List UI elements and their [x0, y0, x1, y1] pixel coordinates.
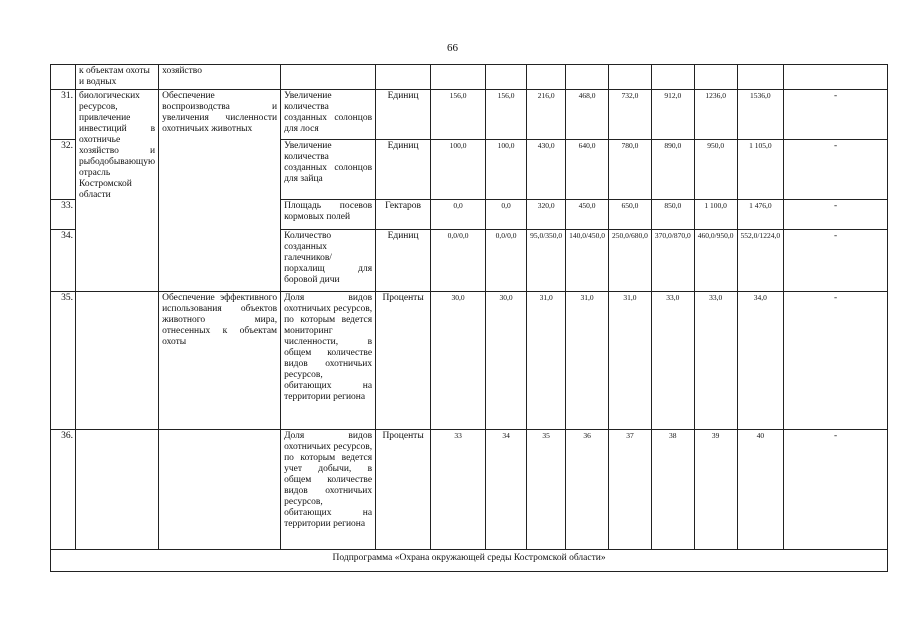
value-cell: 1 100,0: [694, 200, 737, 230]
value-cell: 33,0: [694, 292, 737, 430]
value-cell: 1 105,0: [737, 140, 784, 200]
row-number: 35.: [51, 292, 76, 430]
row-number: 33.: [51, 200, 76, 230]
value-cell: 216,0: [527, 90, 566, 140]
unit-cell: Единиц: [376, 140, 431, 200]
value-cell: 35: [527, 430, 566, 550]
value-cell: 156,0: [486, 90, 527, 140]
row-number: 36.: [51, 430, 76, 550]
indicator-cell: Увеличение количества созданных солонцов для лося: [281, 90, 376, 140]
value-cell: 850,0: [651, 200, 694, 230]
value-cell: 95,0/350,0: [527, 230, 566, 292]
value-cell: 1236,0: [694, 90, 737, 140]
value-cell: 31,0: [527, 292, 566, 430]
unit-cell: Единиц: [376, 230, 431, 292]
indicator-cell: Доля видов охотничьих ресурсов, по которым ведется мониторинг численности, в общем количестве видов охотничьих ресурсов, обитающих на территории региона: [281, 292, 376, 430]
value-cell: 33,0: [651, 292, 694, 430]
value-cell: 30,0: [486, 292, 527, 430]
note-cell: -: [784, 200, 888, 230]
unit-cell: Проценты: [376, 292, 431, 430]
goal-cell: биологических ресурсов, привлечение инвестиций в охотничье хозяйство и рыбодобывающую отрасль Костромской области: [76, 90, 159, 292]
table-row: [51, 430, 888, 550]
page-number: 66: [447, 42, 458, 54]
unit-cell: Единиц: [376, 90, 431, 140]
row-number: 32.: [51, 140, 76, 200]
value-cell: 320,0: [527, 200, 566, 230]
value-cell: 36: [566, 430, 609, 550]
value-cell: 34: [486, 430, 527, 550]
table-row: [51, 90, 888, 140]
row-number: 31.: [51, 90, 76, 140]
value-cell: 31,0: [566, 292, 609, 430]
value-cell: 950,0: [694, 140, 737, 200]
value-cell: 0,0: [431, 200, 486, 230]
value-cell: 33: [431, 430, 486, 550]
value-cell: 468,0: [566, 90, 609, 140]
value-cell: 0,0: [486, 200, 527, 230]
value-cell: 450,0: [566, 200, 609, 230]
note-cell: -: [784, 292, 888, 430]
value-cell: 780,0: [609, 140, 652, 200]
value-cell: 370,0/870,0: [651, 230, 694, 292]
value-cell: 732,0: [609, 90, 652, 140]
note-cell: -: [784, 230, 888, 292]
task-cell: Обеспечение воспроизводства и увеличения численности охотничьих животных: [159, 90, 281, 292]
value-cell: 30,0: [431, 292, 486, 430]
value-cell: 640,0: [566, 140, 609, 200]
task-cell: Обеспечение эффективного использования объектов животного мира, отнесенных к объектам охоты: [159, 292, 281, 430]
value-cell: 1536,0: [737, 90, 784, 140]
value-cell: 1 476,0: [737, 200, 784, 230]
table-row: [51, 65, 888, 90]
value-cell: 34,0: [737, 292, 784, 430]
value-cell: 39: [694, 430, 737, 550]
indicator-cell: Доля видов охотничьих ресурсов, по которым ведется учет добычи, в общем количестве видов охотничьих ресурсов, обитающих на территории региона: [281, 430, 376, 550]
value-cell: 912,0: [651, 90, 694, 140]
value-cell: 0,0/0,0: [431, 230, 486, 292]
unit-cell: Гектаров: [376, 200, 431, 230]
value-cell: 156,0: [431, 90, 486, 140]
subprogram-heading: Подпрограмма «Охрана окружающей среды Костромской области»: [51, 550, 888, 572]
value-cell: 100,0: [431, 140, 486, 200]
value-cell: 140,0/450,0: [566, 230, 609, 292]
indicator-cell: Площадь посевов кормовых полей: [281, 200, 376, 230]
value-cell: 40: [737, 430, 784, 550]
table-row: [51, 292, 888, 430]
note-cell: -: [784, 90, 888, 140]
indicator-cell: Увеличение количества созданных солонцов для зайца: [281, 140, 376, 200]
value-cell: 38: [651, 430, 694, 550]
value-cell: 0,0/0,0: [486, 230, 527, 292]
value-cell: 37: [609, 430, 652, 550]
note-cell: -: [784, 140, 888, 200]
value-cell: 460,0/950,0: [694, 230, 737, 292]
indicators-table: [50, 64, 888, 572]
value-cell: 890,0: [651, 140, 694, 200]
task-header-cell: хозяйство: [159, 65, 281, 90]
unit-cell: Проценты: [376, 430, 431, 550]
value-cell: 31,0: [609, 292, 652, 430]
value-cell: 552,0/1224,0: [737, 230, 784, 292]
goal-header-cell: к объектам охоты и водных: [76, 65, 159, 90]
table-row: [51, 550, 888, 572]
value-cell: 100,0: [486, 140, 527, 200]
row-number: 34.: [51, 230, 76, 292]
indicator-cell: Количество созданных галечников/порхалищ для боровой дичи: [281, 230, 376, 292]
value-cell: 430,0: [527, 140, 566, 200]
value-cell: 650,0: [609, 200, 652, 230]
note-cell: -: [784, 430, 888, 550]
value-cell: 250,0/680,0: [609, 230, 652, 292]
